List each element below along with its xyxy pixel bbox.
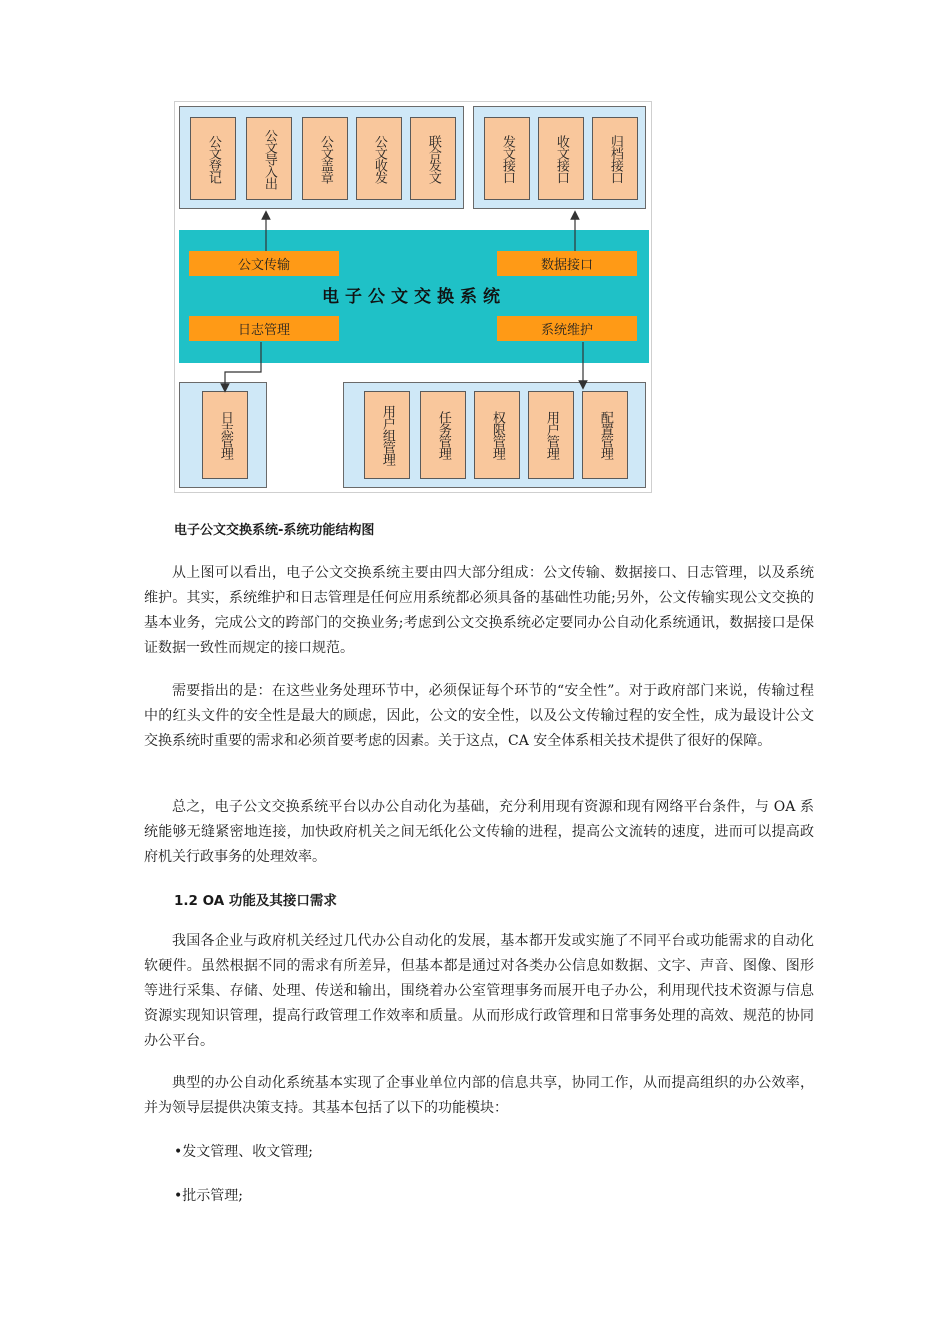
module-user-group-management: 用户组管理 — [364, 391, 410, 479]
module-log-management: 日志管理 — [202, 391, 248, 479]
bullet-item: •发文管理、收文管理; — [174, 1144, 313, 1160]
arrow-log-down — [225, 342, 261, 388]
pill-system-maintenance: 系统维护 — [497, 316, 637, 341]
module-permission-management: 权限管理 — [474, 391, 520, 479]
diagram-caption: 电子公文交换系统-系统功能结构图 — [174, 523, 375, 538]
paragraph-security: 需要指出的是：在这些业务处理环节中，必须保证每个环节的“安全性”。对于政府部门来说，传输过程中的红头文件的安全性是最大的顾虑，因此，公文的安全性，以及公文传输过程的安全性，成为最设计公文交换系统时重要的需求和必须首要考虑的因素。关于这点，CA 安全体系相关技术提供了很好的保障。 — [144, 683, 814, 749]
module-user-management: 用户管理 — [528, 391, 574, 479]
system-structure-diagram — [174, 101, 652, 493]
paragraph-oa-modules: 典型的办公自动化系统基本实现了企事业单位内部的信息共享，协同工作，从而提高组织的办公效率，并为领导层提供决策支持。其基本包括了以下的功能模块： — [144, 1075, 814, 1116]
band-title: 电子公文交换系统 — [322, 287, 506, 307]
module-joint-issue: 联合发文 — [410, 117, 456, 200]
module-archive-interface: 归档接口 — [592, 117, 638, 200]
module-doc-send-receive: 公文收发 — [356, 117, 402, 200]
module-send-interface: 发文接口 — [484, 117, 530, 200]
module-doc-import-export: 公文导入出 — [246, 117, 292, 200]
bullet-item: •批示管理; — [174, 1188, 243, 1204]
pill-data-interface: 数据接口 — [497, 251, 637, 276]
module-doc-stamp: 公文盖章 — [302, 117, 348, 200]
module-config-management: 配置管理 — [582, 391, 628, 479]
module-receive-interface: 收文接口 — [538, 117, 584, 200]
pill-log-management: 日志管理 — [189, 316, 339, 341]
pill-doc-transmission: 公文传输 — [189, 251, 339, 276]
diagram-arrows — [175, 102, 653, 494]
paragraph-summary: 总之，电子公文交换系统平台以办公自动化为基础，充分利用现有资源和现有网络平台条件，与 OA 系统能够无缝紧密地连接，加快政府机关之间无纸化公文传输的进程，提高公文流转的速度，进而可以提高政府机关行政事务的处理效率。 — [144, 799, 814, 865]
section-heading: 1.2 OA 功能及其接口需求 — [174, 893, 337, 909]
paragraph-oa-development: 我国各企业与政府机关经过几代办公自动化的发展，基本都开发或实施了不同平台或功能需求的自动化软硬件。虽然根据不同的需求有所差异，但基本都是通过对各类办公信息如数据、文字、声音、图像、图形等进行采集、存储、处理、传送和输出，围绕着办公室管理事务而展开电子办公，利用现代技术资源与信息资源实现知识管理，提高行政管理工作效率和质量。从而形成行政管理和日常事务处理的高效、规范的协同办公平台。 — [144, 933, 814, 1049]
module-task-management: 任务管理 — [420, 391, 466, 479]
paragraph-overview: 从上图可以看出，电子公文交换系统主要由四大部分组成：公文传输、数据接口、日志管理，以及系统维护。其实，系统维护和日志管理是任何应用系统都必须具备的基础性功能;另外，公文传输实现公文交换的基本业务，完成公文的跨部门的交换业务;考虑到公文交换系统必定要同办公自动化系统通讯，数据接口是保证数据一致性而规定的接口规范。 — [144, 565, 814, 656]
module-doc-register: 公文登记 — [190, 117, 236, 200]
